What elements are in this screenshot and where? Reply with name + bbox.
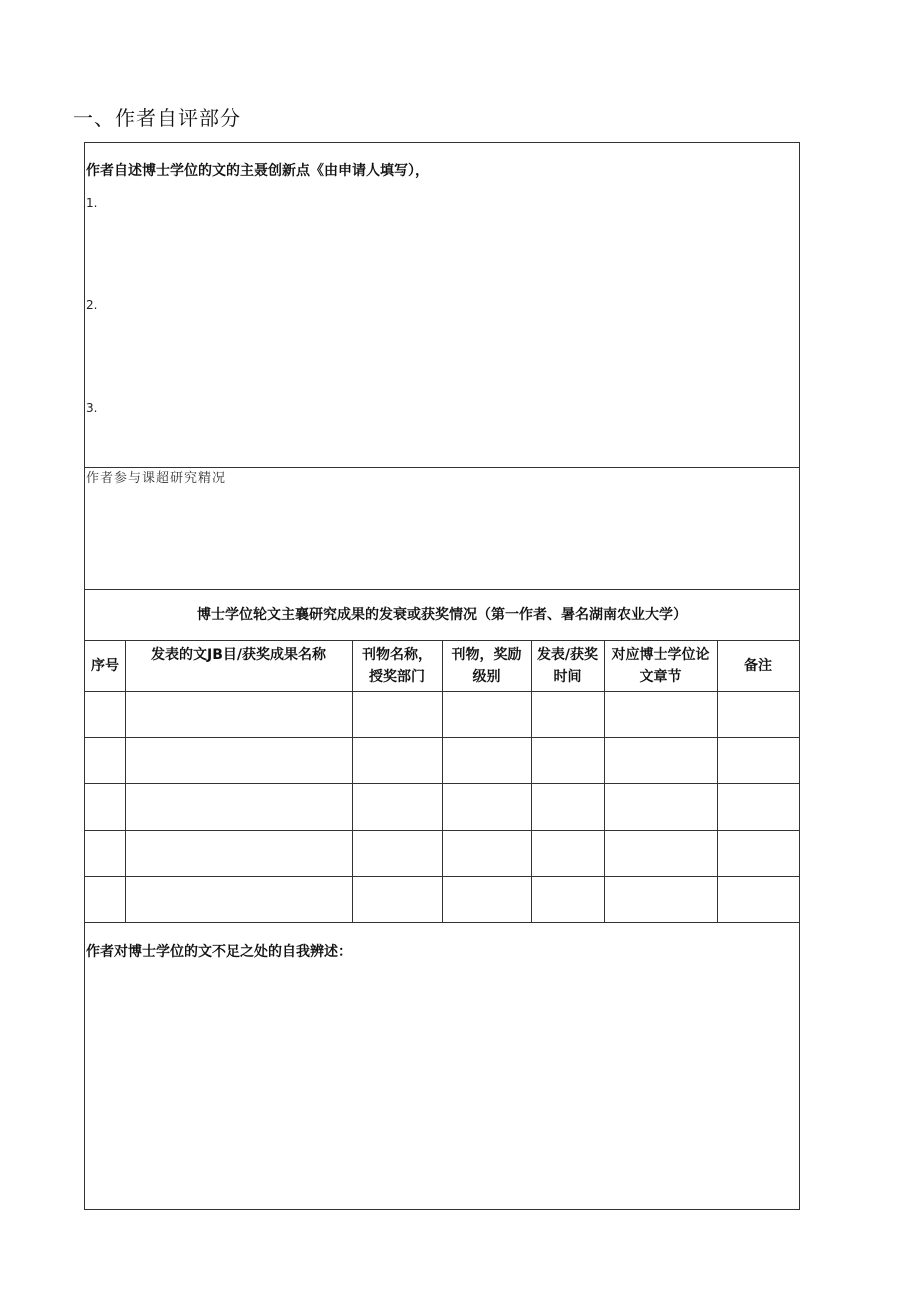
column-divider [531, 640, 532, 922]
table-cell[interactable] [531, 783, 604, 829]
header-index: 序号 [91, 657, 119, 674]
table-cell[interactable] [352, 783, 442, 829]
table-cell[interactable] [352, 830, 442, 876]
table-cell[interactable] [717, 737, 799, 783]
innovation-item-1: 1. [86, 196, 98, 210]
table-cell[interactable] [125, 876, 352, 922]
table-cell[interactable] [442, 876, 531, 922]
table-cell[interactable] [531, 737, 604, 783]
column-divider [717, 640, 718, 922]
section-title: 一、作者自评部分 [73, 106, 241, 130]
table-cell[interactable] [604, 830, 717, 876]
header-title: 发表的文JB目/获奖成果名称 [151, 647, 326, 663]
self-evaluation-form [84, 142, 800, 1210]
table-cell[interactable] [85, 830, 125, 876]
innovation-item-3: 3. [86, 401, 98, 415]
table-cell[interactable] [531, 691, 604, 737]
table-cell[interactable] [604, 783, 717, 829]
divider [85, 922, 799, 923]
table-cell[interactable] [125, 737, 352, 783]
participation-label: 作者参与课超研究精况 [86, 471, 227, 486]
table-cell[interactable] [125, 691, 352, 737]
header-chapter: 对应博士学位论 文章节 [611, 646, 710, 685]
innovation-label: 作者自述博士学位的文的主聂创新点《由申请人填写）， [86, 163, 429, 179]
table-cell[interactable] [85, 783, 125, 829]
table-cell[interactable] [442, 691, 531, 737]
table-cell[interactable] [85, 737, 125, 783]
column-divider [125, 640, 126, 922]
column-divider [352, 640, 353, 922]
table-cell[interactable] [352, 691, 442, 737]
table-cell[interactable] [352, 737, 442, 783]
deficiency-label: 作者对博士学位的文不足之处的自我辨述： [86, 944, 352, 960]
table-cell[interactable] [125, 830, 352, 876]
table-cell[interactable] [717, 876, 799, 922]
divider [85, 467, 799, 468]
table-cell[interactable] [604, 876, 717, 922]
column-divider [604, 640, 605, 922]
table-cell[interactable] [531, 876, 604, 922]
publications-title: 博士学位轮文主襄研究成果的发衰或获奖情况（第一作者、暑名湖南农业大学） [197, 607, 687, 623]
header-remarks: 备注 [744, 657, 772, 674]
column-divider [442, 640, 443, 922]
table-cell[interactable] [604, 691, 717, 737]
header-journal: 刊物名称， 授奖部门 [362, 646, 432, 685]
table-cell[interactable] [604, 737, 717, 783]
divider [85, 589, 799, 590]
table-cell[interactable] [442, 783, 531, 829]
table-cell[interactable] [352, 876, 442, 922]
header-level: 刊物，奖励 级别 [451, 646, 522, 685]
table-cell[interactable] [717, 691, 799, 737]
table-cell[interactable] [85, 876, 125, 922]
table-cell[interactable] [717, 830, 799, 876]
innovation-item-2: 2. [86, 298, 98, 312]
table-cell[interactable] [125, 783, 352, 829]
table-cell[interactable] [442, 830, 531, 876]
table-cell[interactable] [531, 830, 604, 876]
table-cell[interactable] [717, 783, 799, 829]
header-time: 发表/获奖 时间 [536, 646, 599, 685]
table-cell[interactable] [85, 691, 125, 737]
table-cell[interactable] [442, 737, 531, 783]
